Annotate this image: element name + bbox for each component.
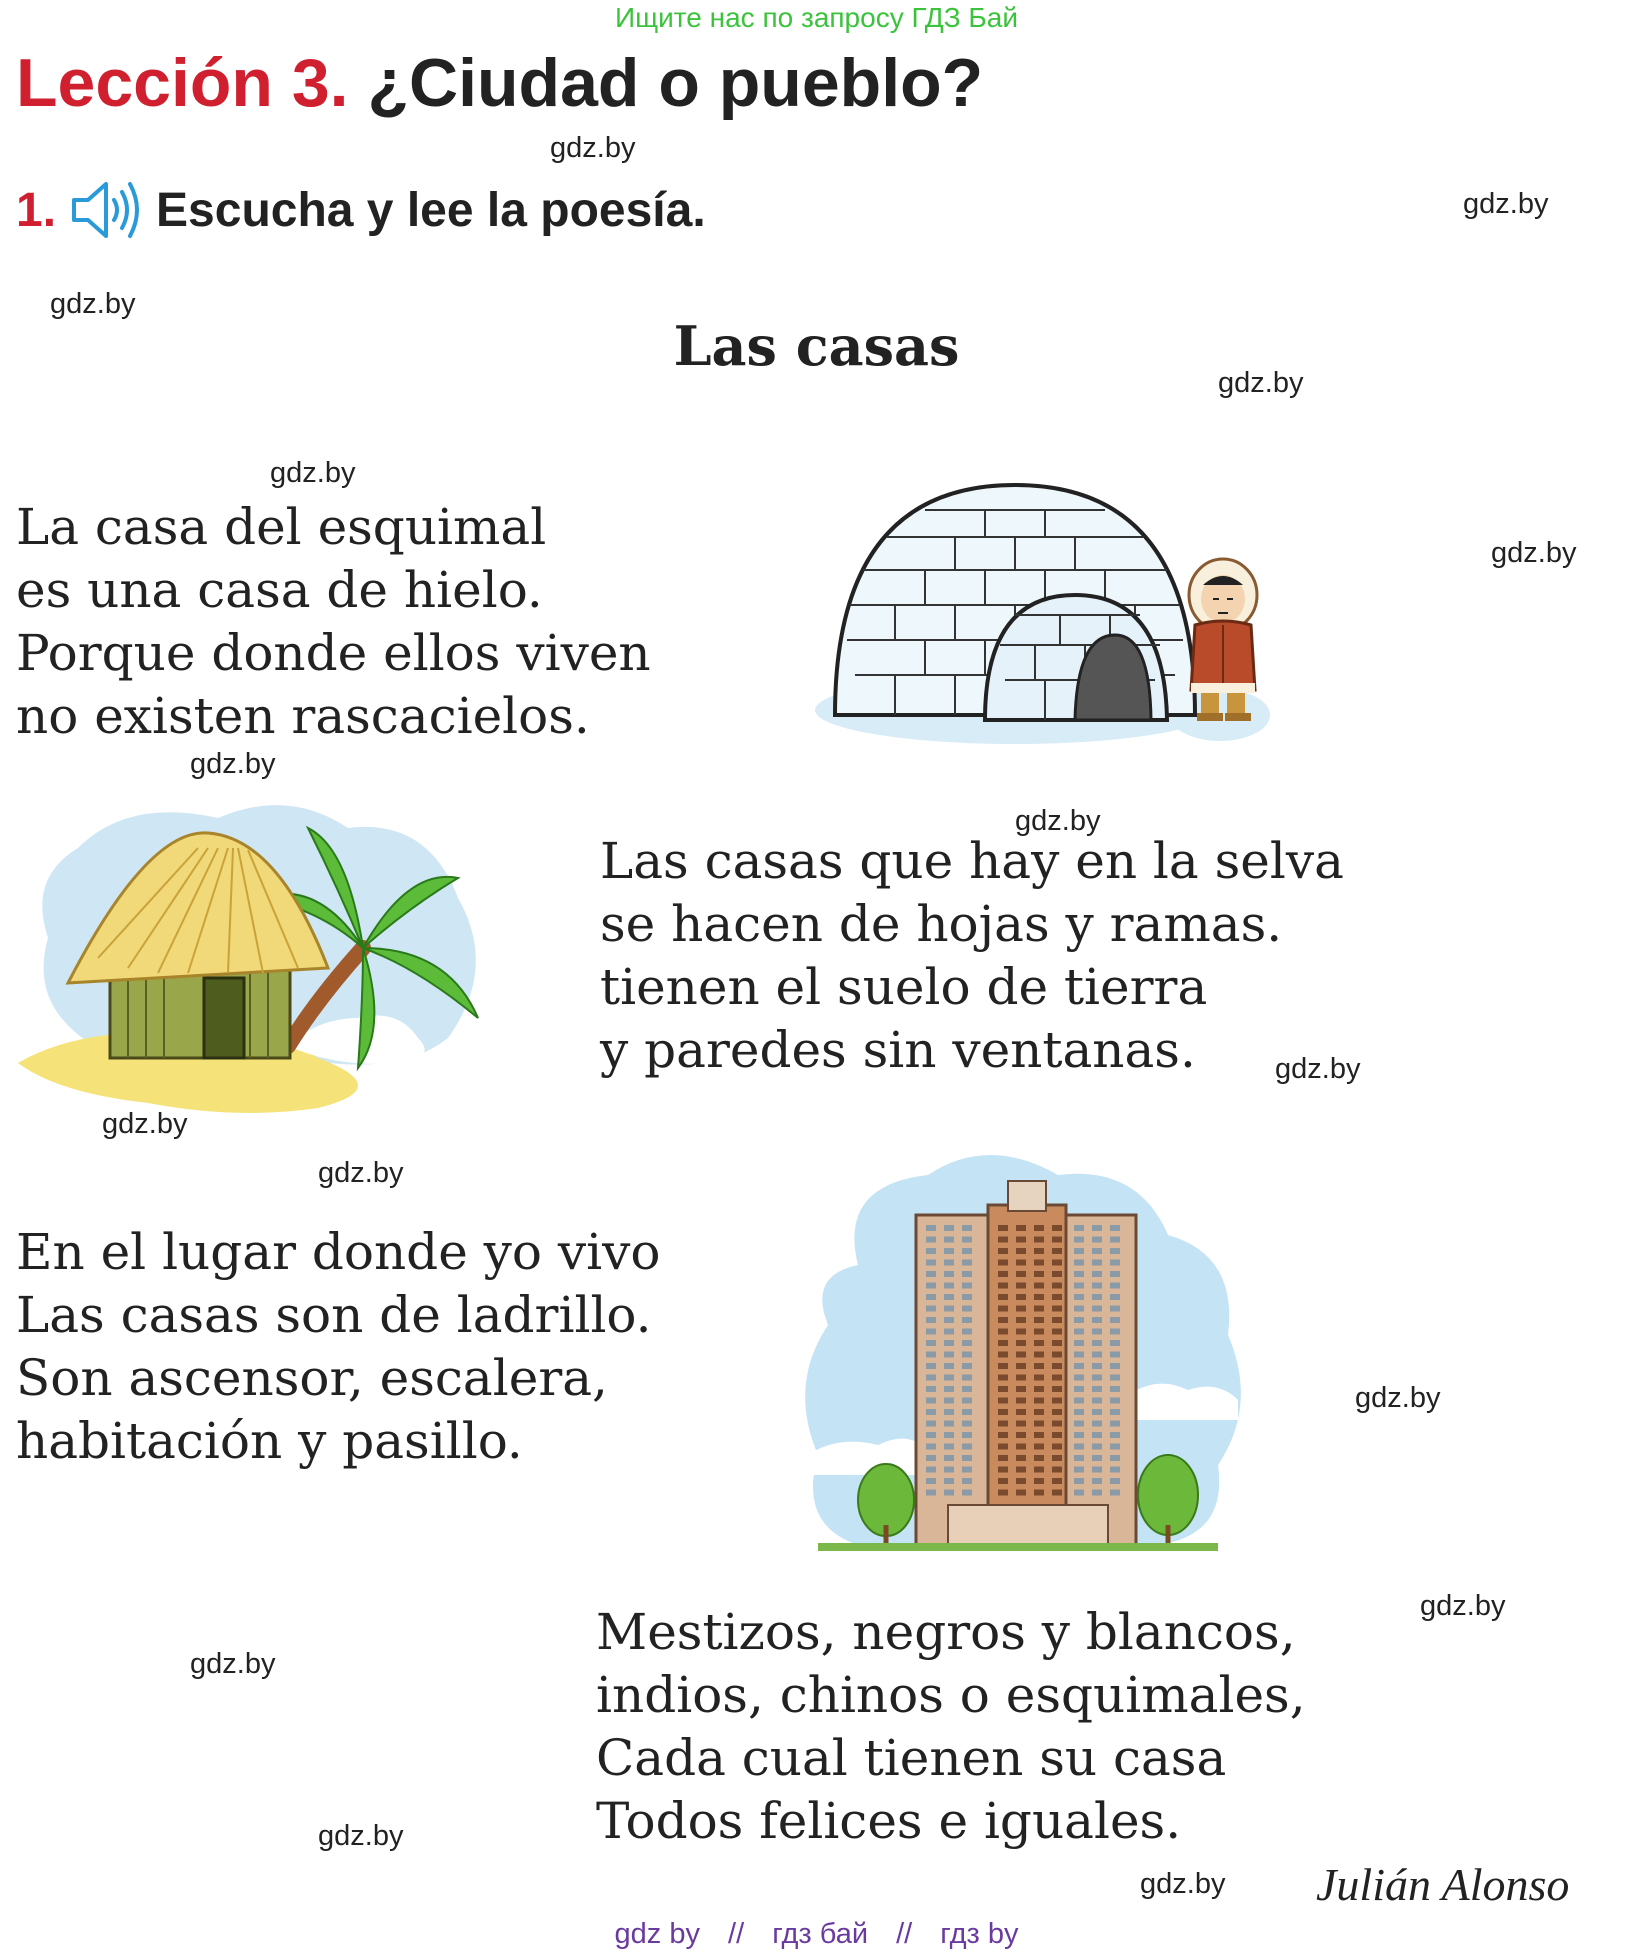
tower-window xyxy=(944,1444,954,1450)
tower-window xyxy=(1110,1478,1120,1484)
tower-window xyxy=(962,1248,972,1254)
tower-window xyxy=(1034,1467,1044,1473)
tower-window xyxy=(1110,1467,1120,1473)
tower-window xyxy=(944,1375,954,1381)
tower-window xyxy=(1052,1329,1062,1335)
tower-window xyxy=(1110,1283,1120,1289)
tower-window xyxy=(1016,1467,1026,1473)
tower-window xyxy=(1110,1421,1120,1427)
tower-window xyxy=(1052,1260,1062,1266)
tower-window xyxy=(1034,1432,1044,1438)
tower-window xyxy=(998,1375,1008,1381)
tower-window xyxy=(1016,1363,1026,1369)
tower-window xyxy=(962,1225,972,1231)
tower-window xyxy=(1016,1283,1026,1289)
tower-window xyxy=(1074,1421,1084,1427)
tower-window xyxy=(1034,1260,1044,1266)
tower-window xyxy=(944,1352,954,1358)
tower-window xyxy=(944,1260,954,1266)
tower-window xyxy=(1034,1329,1044,1335)
tower-window xyxy=(1074,1398,1084,1404)
exercise-number: 1. xyxy=(16,183,57,237)
watermark: gdz.by xyxy=(318,1157,404,1189)
tower-window xyxy=(1052,1375,1062,1381)
tower-window xyxy=(998,1237,1008,1243)
tower-window xyxy=(1074,1432,1084,1438)
tower-window xyxy=(1034,1283,1044,1289)
tower-window xyxy=(1016,1478,1026,1484)
tower-window xyxy=(944,1294,954,1300)
tower-window xyxy=(926,1386,936,1392)
tower-window xyxy=(1016,1490,1026,1496)
tower-window xyxy=(944,1432,954,1438)
tower-window xyxy=(1092,1248,1102,1254)
tower-window xyxy=(1074,1271,1084,1277)
tower-window xyxy=(1074,1467,1084,1473)
footer-separator: // xyxy=(728,1918,745,1950)
tower-window xyxy=(944,1363,954,1369)
tower-window xyxy=(926,1409,936,1415)
tower-window xyxy=(1052,1444,1062,1450)
tower-window xyxy=(926,1340,936,1346)
tower-window xyxy=(962,1467,972,1473)
tower-window xyxy=(1110,1409,1120,1415)
tower-window xyxy=(1092,1409,1102,1415)
tower-window xyxy=(1016,1421,1026,1427)
tower-window xyxy=(1052,1352,1062,1358)
watermark: gdz.by xyxy=(1463,188,1549,220)
tower-window xyxy=(1110,1260,1120,1266)
tower-window xyxy=(1110,1248,1120,1254)
poem-line: se hacen de hojas y ramas. xyxy=(600,895,1283,953)
tower-window xyxy=(1092,1398,1102,1404)
tower-window xyxy=(1034,1248,1044,1254)
tower-window xyxy=(1052,1294,1062,1300)
poem-line: y paredes sin ventanas. xyxy=(600,1021,1196,1079)
tower-window xyxy=(1016,1294,1026,1300)
tower-window xyxy=(944,1490,954,1496)
tower-window xyxy=(1074,1478,1084,1484)
tower-window xyxy=(1034,1398,1044,1404)
tower-window xyxy=(1110,1490,1120,1496)
tower-window xyxy=(944,1306,954,1312)
tower-window xyxy=(1016,1398,1026,1404)
tower-window xyxy=(1016,1306,1026,1312)
poem-author: Julián Alonso xyxy=(1316,1859,1570,1910)
speaker-icon[interactable] xyxy=(70,180,142,240)
tower-window xyxy=(962,1444,972,1450)
tower-window xyxy=(998,1432,1008,1438)
tower-window xyxy=(998,1271,1008,1277)
tower-window xyxy=(1110,1225,1120,1231)
tower-window xyxy=(1110,1352,1120,1358)
tower-window xyxy=(1034,1294,1044,1300)
poem-line: no existen rascacielos. xyxy=(16,687,590,745)
tower-window xyxy=(1110,1340,1120,1346)
tower-window xyxy=(1016,1329,1026,1335)
tower-window xyxy=(1052,1248,1062,1254)
tower-window xyxy=(1016,1225,1026,1231)
tower-window xyxy=(998,1317,1008,1323)
tower-window xyxy=(962,1283,972,1289)
tower-window xyxy=(1074,1294,1084,1300)
tower-window xyxy=(1110,1455,1120,1461)
tower-window xyxy=(998,1352,1008,1358)
tower-window xyxy=(1016,1260,1026,1266)
tower-window xyxy=(926,1329,936,1335)
watermark: gdz.by xyxy=(1420,1590,1506,1622)
tower-window xyxy=(998,1340,1008,1346)
tower-window xyxy=(926,1421,936,1427)
tower-window xyxy=(962,1421,972,1427)
tower-window xyxy=(998,1467,1008,1473)
exercise-heading xyxy=(16,180,706,240)
tower-window xyxy=(1092,1363,1102,1369)
tower-window xyxy=(962,1490,972,1496)
tower-window xyxy=(998,1329,1008,1335)
tower-window xyxy=(1110,1363,1120,1369)
stanza-4 xyxy=(596,1601,1306,1853)
tower-window xyxy=(1074,1340,1084,1346)
tower-window xyxy=(1016,1271,1026,1277)
tower-window xyxy=(998,1421,1008,1427)
tower-window xyxy=(1034,1317,1044,1323)
tower-window xyxy=(1074,1386,1084,1392)
tower-window xyxy=(926,1363,936,1369)
tower-window xyxy=(944,1467,954,1473)
footer-links xyxy=(0,1918,1633,1951)
tower-window xyxy=(1092,1352,1102,1358)
tower-window xyxy=(1092,1490,1102,1496)
tower-window xyxy=(1016,1455,1026,1461)
tower-window xyxy=(926,1375,936,1381)
poem-line: indios, chinos o esquimales, xyxy=(596,1666,1306,1724)
tower-window xyxy=(1092,1329,1102,1335)
tower-window xyxy=(1052,1432,1062,1438)
tower-window xyxy=(1034,1421,1044,1427)
watermark: gdz.by xyxy=(190,748,276,780)
tower-window xyxy=(962,1237,972,1243)
tower-window xyxy=(1052,1306,1062,1312)
tower-window xyxy=(1034,1363,1044,1369)
tower-window xyxy=(1052,1478,1062,1484)
tower-window xyxy=(962,1363,972,1369)
poem-line: La casa del esquimal xyxy=(16,498,547,556)
tower-window xyxy=(926,1432,936,1438)
tower-window xyxy=(1074,1329,1084,1335)
tower-window xyxy=(944,1478,954,1484)
tower-window xyxy=(1092,1444,1102,1450)
lesson-number: Lección 3. xyxy=(16,45,349,121)
poem-line: tienen el suelo de tierra xyxy=(600,958,1208,1016)
tower-window xyxy=(962,1271,972,1277)
tower-window xyxy=(1092,1467,1102,1473)
tower-window xyxy=(944,1421,954,1427)
tower-window xyxy=(1052,1340,1062,1346)
tower-window xyxy=(1052,1271,1062,1277)
search-note: Ищите нас по запросу ГДЗ Бай xyxy=(614,2,1019,33)
tower-window xyxy=(1052,1398,1062,1404)
tower-window xyxy=(1074,1455,1084,1461)
tower-window xyxy=(926,1317,936,1323)
tower-window xyxy=(926,1490,936,1496)
poem-line: Porque donde ellos viven xyxy=(16,624,651,682)
tower-window xyxy=(962,1455,972,1461)
tower-window xyxy=(1092,1432,1102,1438)
watermark: gdz.by xyxy=(1015,805,1101,837)
tower-window xyxy=(962,1386,972,1392)
tower-window xyxy=(1092,1294,1102,1300)
tower-window xyxy=(1074,1237,1084,1243)
tower-window xyxy=(1034,1455,1044,1461)
tower-window xyxy=(1052,1237,1062,1243)
tower-window xyxy=(1110,1398,1120,1404)
tower-window xyxy=(1052,1283,1062,1289)
watermark: gdz.by xyxy=(550,132,636,164)
tower-window xyxy=(1016,1409,1026,1415)
tower-window xyxy=(1092,1225,1102,1231)
tower-window xyxy=(998,1490,1008,1496)
tower-window xyxy=(926,1306,936,1312)
tower-window xyxy=(998,1225,1008,1231)
tower-window xyxy=(1074,1444,1084,1450)
watermark: gdz.by xyxy=(318,1820,404,1852)
tower-window xyxy=(1074,1225,1084,1231)
tower-window xyxy=(998,1455,1008,1461)
tower-window xyxy=(1016,1237,1026,1243)
watermark: gdz.by xyxy=(270,457,356,489)
tower-window xyxy=(944,1409,954,1415)
tower-window xyxy=(1034,1237,1044,1243)
tower-window xyxy=(1110,1294,1120,1300)
tower-window xyxy=(926,1271,936,1277)
tower-window xyxy=(1092,1306,1102,1312)
tower-window xyxy=(1074,1306,1084,1312)
tower-window xyxy=(944,1386,954,1392)
tower-window xyxy=(1052,1225,1062,1231)
tower-window xyxy=(998,1294,1008,1300)
tower-window xyxy=(1016,1317,1026,1323)
watermark: gdz.by xyxy=(1355,1382,1441,1414)
tower-window xyxy=(944,1225,954,1231)
hut-illustration xyxy=(18,788,498,1120)
stanza-3 xyxy=(16,1221,661,1473)
tower-window xyxy=(1052,1455,1062,1461)
tower-window xyxy=(1110,1271,1120,1277)
poem-line: Cada cual tienen su casa xyxy=(596,1729,1227,1787)
tower-window xyxy=(962,1409,972,1415)
tower-window xyxy=(1016,1444,1026,1450)
tower-window xyxy=(998,1363,1008,1369)
tower-window xyxy=(1034,1478,1044,1484)
exercise-instruction: Escucha y lee la poesía. xyxy=(156,183,706,237)
tower-window xyxy=(1034,1340,1044,1346)
tower-window xyxy=(944,1329,954,1335)
watermark: gdz.by xyxy=(50,288,136,320)
tower-window xyxy=(962,1340,972,1346)
tower-window xyxy=(1016,1248,1026,1254)
tower-window xyxy=(998,1409,1008,1415)
tower-window xyxy=(926,1352,936,1358)
tower-window xyxy=(926,1455,936,1461)
tower-window xyxy=(1034,1490,1044,1496)
tower-window xyxy=(1110,1317,1120,1323)
tower-window xyxy=(1110,1329,1120,1335)
poem-title: Las casas xyxy=(673,314,960,378)
tower-window xyxy=(1034,1375,1044,1381)
tower-window xyxy=(1074,1248,1084,1254)
poem-line: habitación y pasillo. xyxy=(16,1412,523,1470)
tower-window xyxy=(1016,1432,1026,1438)
watermark: gdz.by xyxy=(102,1108,188,1140)
poem-line: Mestizos, negros y blancos, xyxy=(596,1603,1296,1661)
lesson-title: ¿Ciudad o pueblo? xyxy=(367,45,984,121)
tower-window xyxy=(1110,1432,1120,1438)
tower-window xyxy=(962,1478,972,1484)
tower-window xyxy=(1074,1409,1084,1415)
tower-window xyxy=(998,1260,1008,1266)
tower-window xyxy=(1110,1237,1120,1243)
tower-window xyxy=(1074,1352,1084,1358)
watermark: gdz.by xyxy=(190,1648,276,1680)
stanza-2 xyxy=(600,830,1344,1082)
tower-illustration xyxy=(798,1145,1256,1557)
tower-window xyxy=(998,1444,1008,1450)
tower-window xyxy=(926,1398,936,1404)
tower-window xyxy=(1052,1386,1062,1392)
poem-line: Las casas son de ladrillo. xyxy=(16,1286,652,1344)
tower-window xyxy=(962,1306,972,1312)
tower-window xyxy=(1092,1283,1102,1289)
tower-window xyxy=(1092,1478,1102,1484)
tower-window xyxy=(1052,1409,1062,1415)
tower-window xyxy=(1034,1386,1044,1392)
tower-window xyxy=(1074,1363,1084,1369)
tower-window xyxy=(1074,1283,1084,1289)
tower-window xyxy=(1110,1386,1120,1392)
tower-window xyxy=(1074,1317,1084,1323)
tower-window xyxy=(1092,1271,1102,1277)
tower-window xyxy=(1052,1490,1062,1496)
tower-window xyxy=(1092,1317,1102,1323)
tower-window xyxy=(944,1248,954,1254)
tower-window xyxy=(1092,1386,1102,1392)
tower-window xyxy=(1110,1375,1120,1381)
tower-window xyxy=(962,1375,972,1381)
tower-window xyxy=(926,1444,936,1450)
tower-window xyxy=(1110,1444,1120,1450)
tower-window xyxy=(1092,1260,1102,1266)
tower-window xyxy=(1092,1237,1102,1243)
tower-window xyxy=(998,1386,1008,1392)
footer-link[interactable]: гдз by xyxy=(940,1918,1019,1950)
tower-window xyxy=(1074,1260,1084,1266)
lesson-heading xyxy=(16,44,983,122)
footer-link[interactable]: gdz by xyxy=(614,1918,700,1950)
tower-window xyxy=(944,1455,954,1461)
tower-window xyxy=(962,1329,972,1335)
tower-window xyxy=(1052,1363,1062,1369)
tower-window xyxy=(1016,1386,1026,1392)
tower-window xyxy=(1034,1271,1044,1277)
tower-window xyxy=(962,1352,972,1358)
tower-window xyxy=(1092,1375,1102,1381)
tower-window xyxy=(1034,1225,1044,1231)
tower-window xyxy=(926,1283,936,1289)
tower-window xyxy=(1016,1352,1026,1358)
tower-window xyxy=(1092,1421,1102,1427)
tower-window xyxy=(926,1248,936,1254)
footer-link[interactable]: гдз бай xyxy=(772,1918,869,1950)
tower-window xyxy=(998,1248,1008,1254)
tower-window xyxy=(1110,1306,1120,1312)
tower-window xyxy=(962,1294,972,1300)
stanza-1 xyxy=(16,496,651,748)
poem-line: En el lugar donde yo vivo xyxy=(16,1223,661,1281)
tower-window xyxy=(962,1398,972,1404)
poem-line: Son ascensor, escalera, xyxy=(16,1349,608,1407)
tower-window xyxy=(1016,1340,1026,1346)
tower-window xyxy=(926,1467,936,1473)
tower-window xyxy=(998,1306,1008,1312)
watermark: gdz.by xyxy=(1218,367,1304,399)
watermark: gdz.by xyxy=(1491,537,1577,569)
poem-line: Las casas que hay en la selva xyxy=(600,832,1344,890)
tower-window xyxy=(944,1283,954,1289)
tower-window xyxy=(926,1260,936,1266)
poem-line: es una casa de hielo. xyxy=(16,561,543,619)
tower-window xyxy=(944,1398,954,1404)
tower-window xyxy=(926,1237,936,1243)
tower-window xyxy=(1034,1306,1044,1312)
footer-separator: // xyxy=(896,1918,913,1950)
tower-window xyxy=(926,1294,936,1300)
tower-window xyxy=(1092,1455,1102,1461)
tower-window xyxy=(944,1317,954,1323)
tower-window xyxy=(998,1398,1008,1404)
tower-window xyxy=(962,1260,972,1266)
tower-window xyxy=(1034,1409,1044,1415)
tower-window xyxy=(1052,1317,1062,1323)
tower-window xyxy=(998,1478,1008,1484)
tower-window xyxy=(944,1340,954,1346)
tower-window xyxy=(944,1271,954,1277)
tower-window xyxy=(962,1317,972,1323)
tower-window xyxy=(926,1225,936,1231)
tower-window xyxy=(998,1283,1008,1289)
tower-window xyxy=(1052,1421,1062,1427)
tower-window xyxy=(1016,1375,1026,1381)
poem-line: Todos felices e iguales. xyxy=(596,1792,1182,1850)
tower-window xyxy=(1092,1340,1102,1346)
igloo-illustration xyxy=(815,475,1275,750)
tower-window xyxy=(1034,1352,1044,1358)
tower-window xyxy=(1074,1375,1084,1381)
tower-window xyxy=(1034,1444,1044,1450)
tower-window xyxy=(1074,1490,1084,1496)
watermark: gdz.by xyxy=(1140,1868,1226,1900)
watermark: gdz.by xyxy=(1275,1053,1361,1085)
tower-window xyxy=(1052,1467,1062,1473)
tower-window xyxy=(926,1478,936,1484)
tower-window xyxy=(944,1237,954,1243)
tower-window xyxy=(962,1432,972,1438)
